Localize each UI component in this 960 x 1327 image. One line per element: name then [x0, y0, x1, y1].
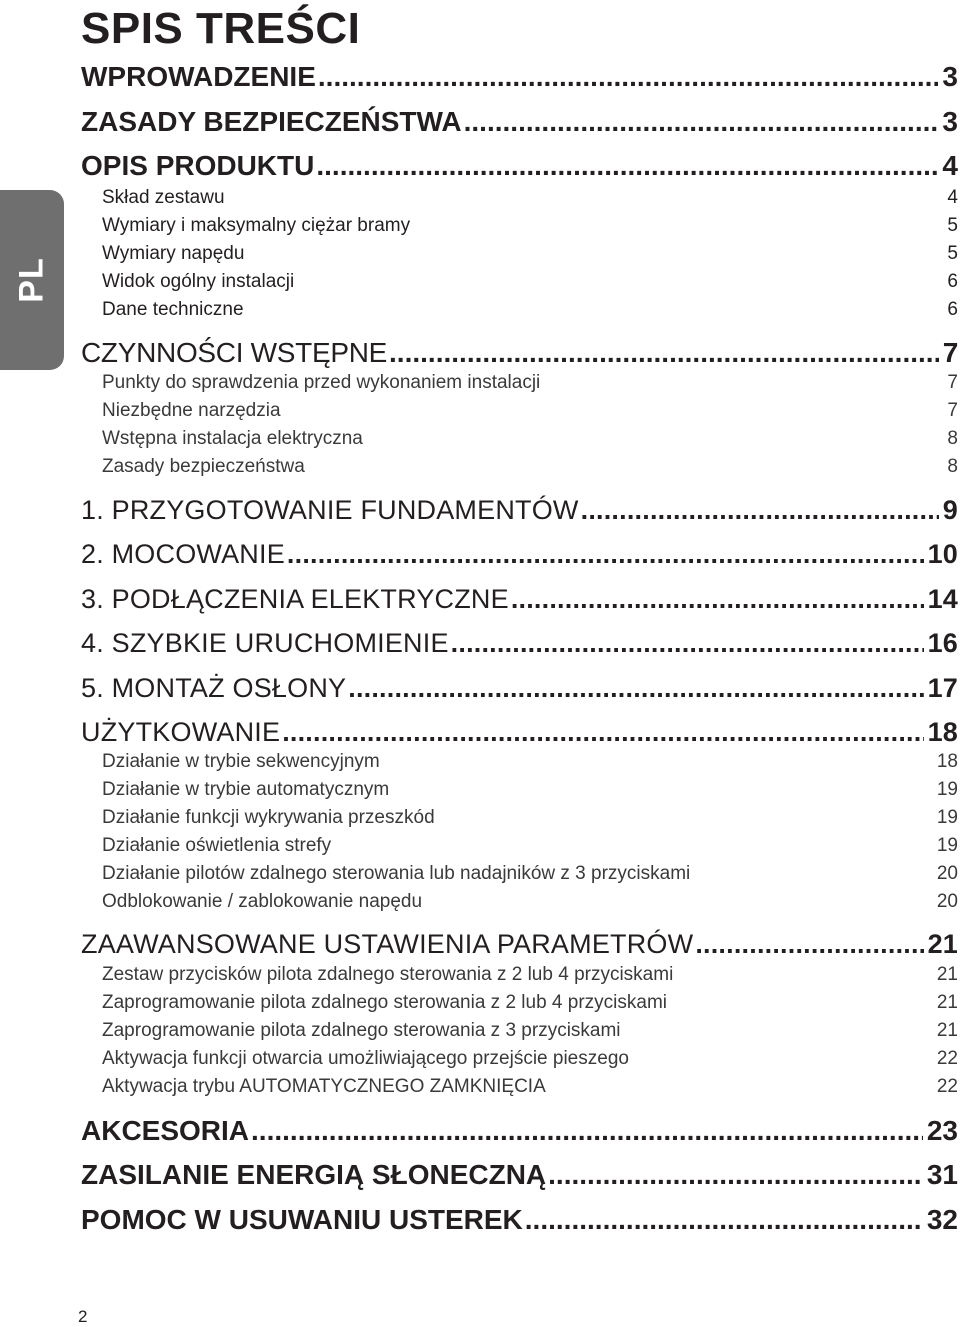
dot-leader [348, 672, 923, 704]
dot-leader [318, 60, 939, 94]
toc-subentry[interactable]: Skład zestawu 4 [102, 187, 958, 208]
toc-subentry[interactable]: Zaprogramowanie pilota zdalnego sterowania z 3 przyciskami 21 [102, 1020, 958, 1041]
dot-leader [282, 716, 923, 748]
dot-leader [251, 1114, 923, 1148]
toc-subentry[interactable]: Niezbędne narzędzia 7 [102, 400, 958, 421]
toc-subentry[interactable]: Działanie w trybie automatycznym 19 [102, 779, 958, 800]
toc-subentry[interactable]: Działanie oświetlenia strefy 19 [102, 835, 958, 856]
dot-leader [451, 627, 924, 659]
toc-entry-zaawansowane-ustawienia[interactable]: ZAAWANSOWANE USTAWIENIA PARAMETRÓW ..... 21 [81, 928, 958, 960]
toc-subentry[interactable]: Zasady bezpieczeństwa 8 [102, 456, 958, 477]
dot-leader [511, 583, 924, 615]
toc-subentry[interactable]: Aktywacja trybu AUTOMATYCZNEGO ZAMKNIĘCIA 22 [102, 1076, 958, 1097]
toc-entry-chapter-2[interactable]: 2. MOCOWANIE ..... 10 [81, 538, 958, 570]
dot-leader [464, 105, 939, 139]
toc-entry-page: 3 [942, 106, 958, 137]
toc-subentry[interactable]: Wstępna instalacja elektryczna 8 [102, 428, 958, 449]
dot-leader [695, 928, 923, 960]
toc-entry-czynnosci-wstepne[interactable] [81, 336, 958, 370]
toc-entry-label: CZYNNOŚCI WSTĘPNE [81, 337, 388, 368]
language-tab [0, 190, 64, 370]
page-number: 2 [78, 1307, 88, 1326]
toc-entry-page: 3 [942, 61, 958, 92]
toc-entry-zasilanie[interactable]: ZASILANIE ENERGIĄ SŁONECZNĄ ..... 31 [81, 1158, 958, 1192]
toc-entry-chapter-5[interactable]: 5. MONTAŻ OSŁONY ..... 17 [81, 672, 958, 704]
toc-subentry[interactable]: Wymiary i maksymalny ciężar bramy 5 [102, 215, 958, 236]
dot-leader [287, 538, 924, 570]
toc-subentry[interactable]: Działanie w trybie sekwencyjnym 18 [102, 751, 958, 772]
toc-entry-page: 7 [942, 337, 958, 368]
dot-leader [548, 1158, 923, 1192]
dot-leader [581, 494, 939, 526]
dot-leader [525, 1203, 923, 1237]
toc-entry-label: OPIS PRODUKTU [81, 150, 315, 181]
language-tab-label: PL [12, 257, 51, 303]
toc-subentry[interactable]: Dane techniczne 6 [102, 299, 958, 320]
toc-subentry[interactable]: Wymiary napędu 5 [102, 243, 958, 264]
toc-subentry[interactable]: Działanie funkcji wykrywania przeszkód 19 [102, 807, 958, 828]
toc-subentry[interactable]: Odblokowanie / zablokowanie napędu 20 [102, 891, 958, 912]
toc-entry-chapter-1[interactable]: 1. PRZYGOTOWANIE FUNDAMENTÓW ..... 9 [81, 494, 958, 526]
toc-subentry[interactable]: Zaprogramowanie pilota zdalnego sterowania z 2 lub 4 przyciskami 21 [102, 992, 958, 1013]
toc-entry-page: 4 [942, 150, 958, 181]
toc-entry-chapter-4[interactable]: 4. SZYBKIE URUCHOMIENIE ..... 16 [81, 627, 958, 659]
toc-entry-uzytkowanie[interactable]: UŻYTKOWANIE ..... 18 [81, 716, 958, 748]
page-title: SPIS TREŚCI [81, 4, 361, 53]
toc-subentry[interactable]: Punkty do sprawdzenia przed wykonaniem instalacji 7 [102, 372, 958, 393]
toc-entry-label: WPROWADZENIE [81, 61, 316, 92]
toc-entry-label: ZASADY BEZPIECZEŃSTWA [81, 106, 462, 137]
toc-subentry[interactable]: Działanie pilotów zdalnego sterowania lub nadajników z 3 przyciskami 20 [102, 863, 958, 884]
toc-entry-zasady-bezpieczenstwa[interactable] [81, 105, 958, 139]
toc-entry-chapter-3[interactable]: 3. PODŁĄCZENIA ELEKTRYCZNE ..... 14 [81, 583, 958, 615]
toc-entry-wprowadzenie[interactable] [81, 60, 958, 94]
toc-subentry[interactable]: Widok ogólny instalacji 6 [102, 271, 958, 292]
dot-leader [389, 336, 939, 370]
toc-entry-opis-produktu[interactable] [81, 149, 958, 183]
toc-entry-pomoc[interactable]: POMOC W USUWANIU USTEREK ..... 32 [81, 1203, 958, 1237]
toc-subentry[interactable]: Aktywacja funkcji otwarcia umożliwiającego przejście pieszego 22 [102, 1048, 958, 1069]
toc-entry-akcesoria[interactable]: AKCESORIA ..... 23 [81, 1114, 958, 1148]
toc-subentry[interactable]: Zestaw przycisków pilota zdalnego sterowania z 2 lub 4 przyciskami 21 [102, 964, 958, 985]
dot-leader [316, 149, 938, 183]
